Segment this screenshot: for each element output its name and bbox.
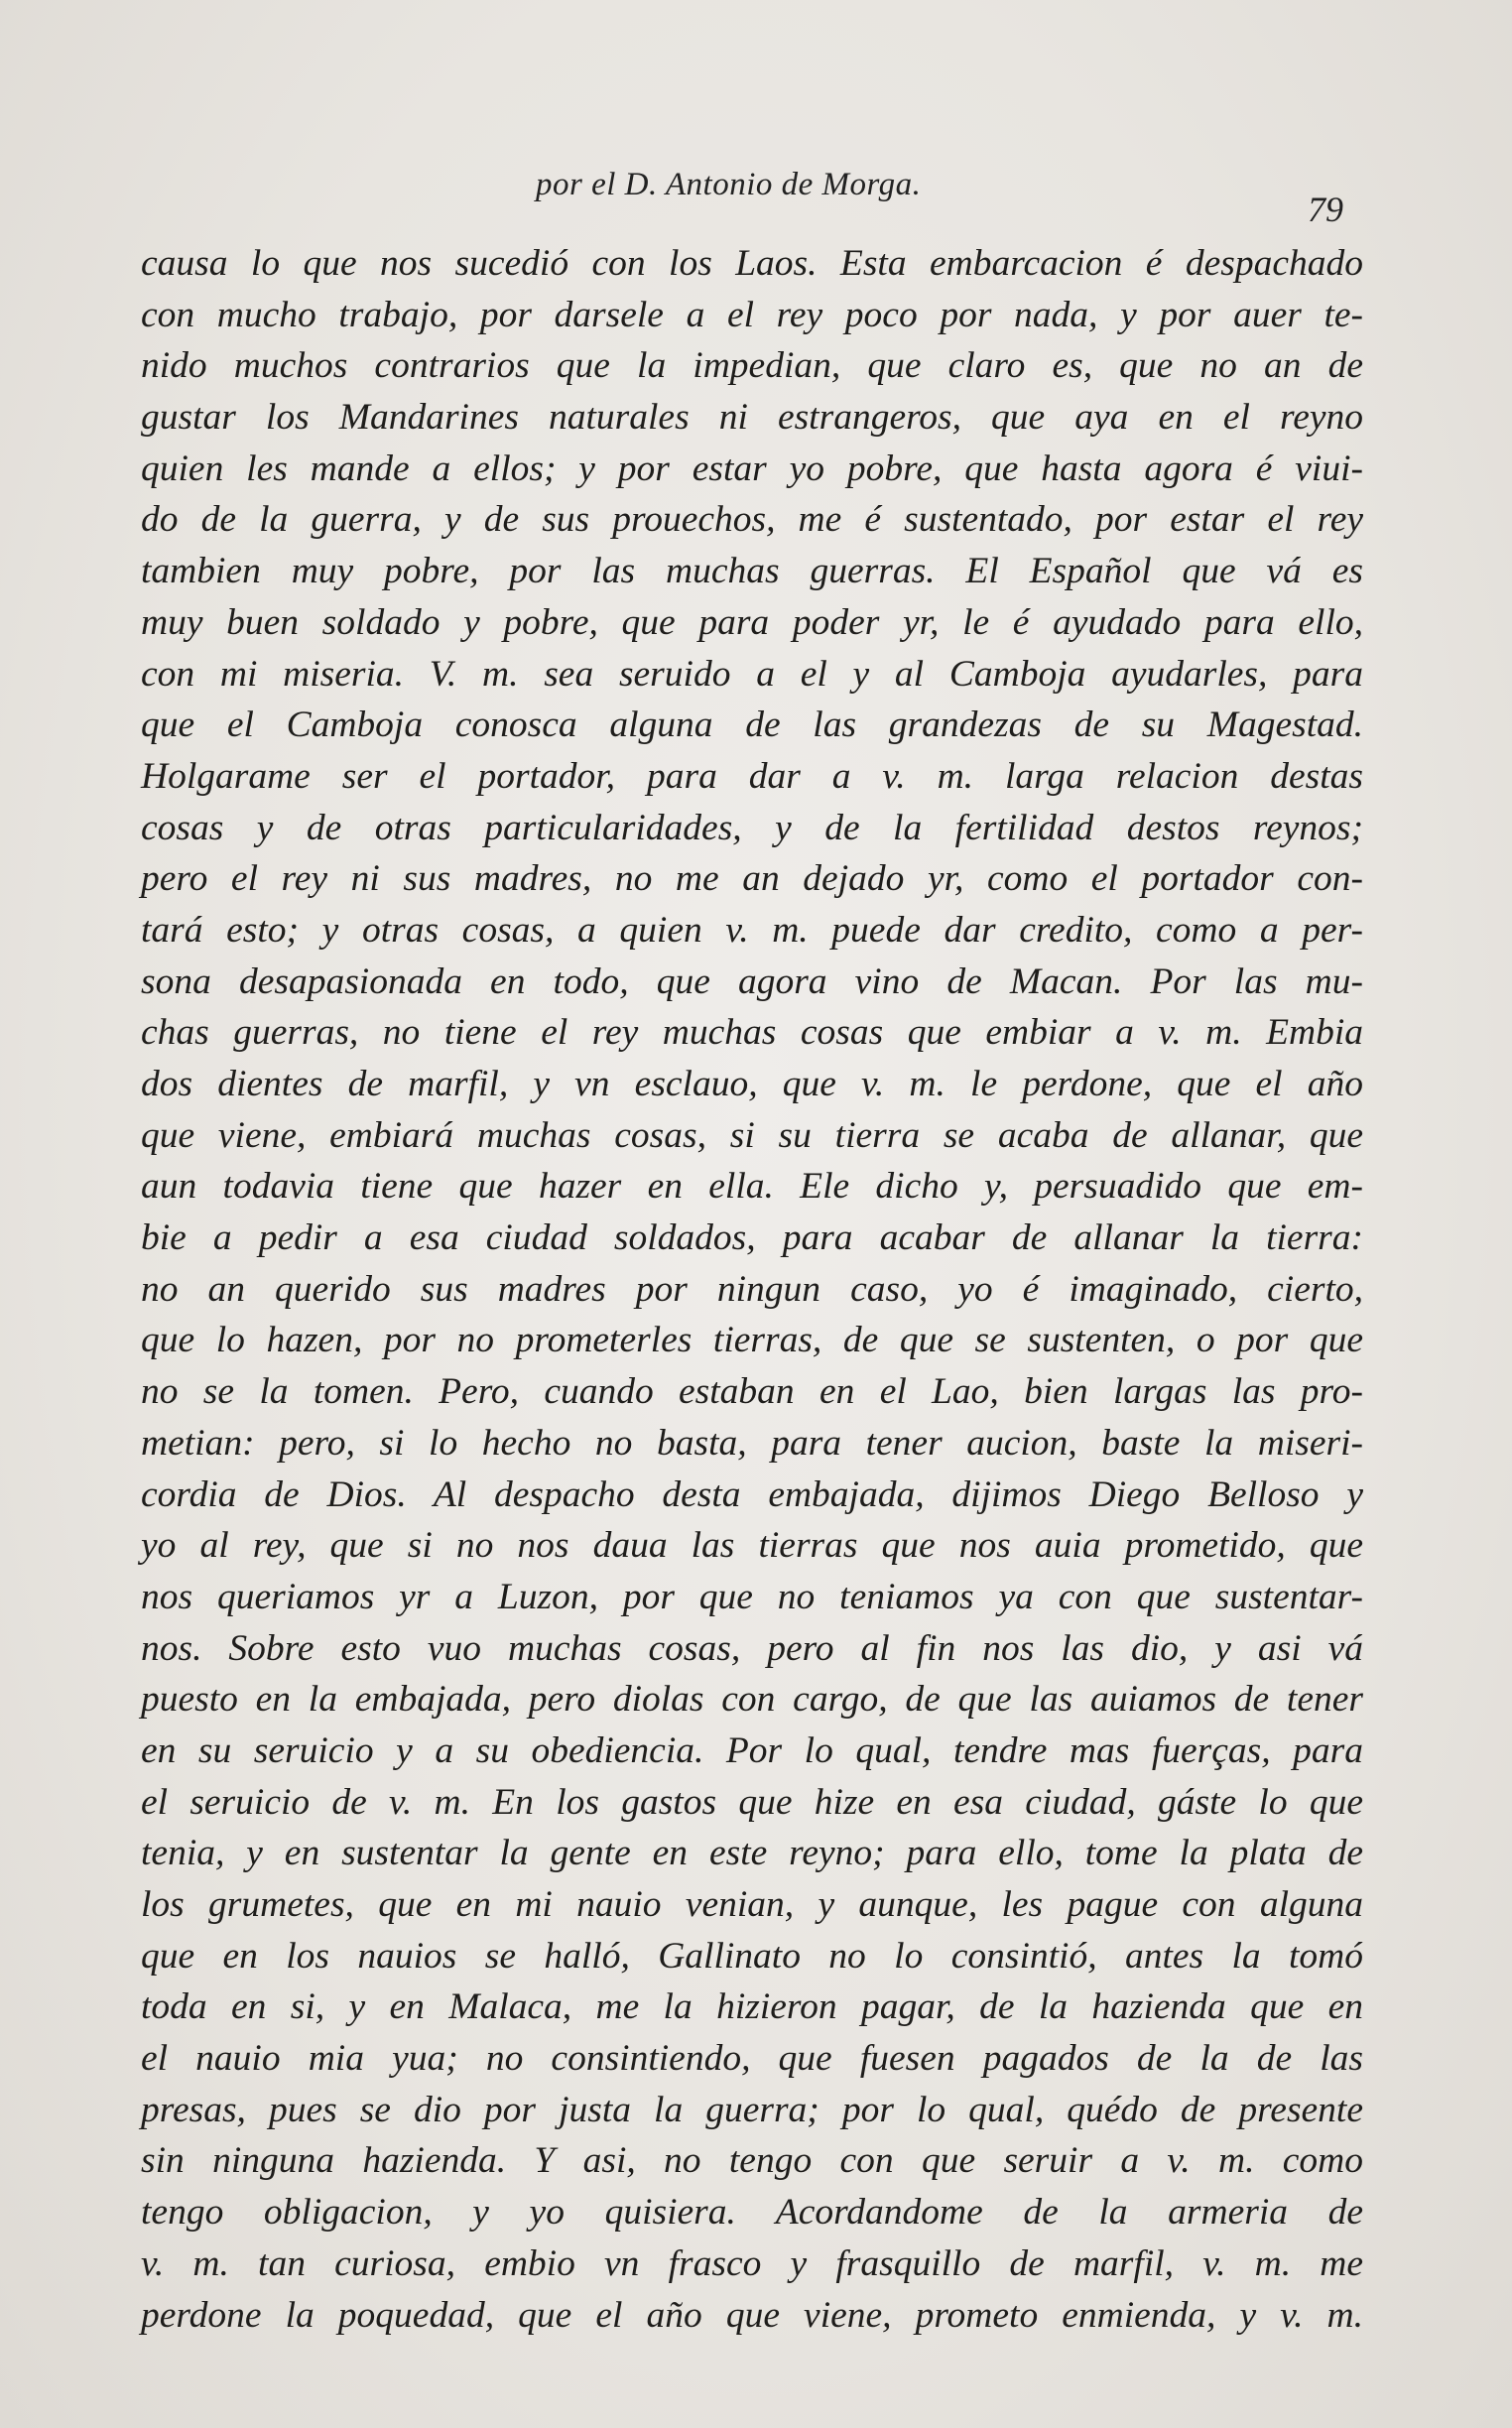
- text-line: tará esto; y otras cosas, a quien v. m. puede dar credito, como a per-: [141, 909, 1363, 951]
- running-head: por el D. Antonio de Morga.: [536, 167, 922, 202]
- text-line: perdone la poquedad, que el año que viene, prometo enmienda, y v. m.: [141, 2294, 1363, 2336]
- text-line: que en los nauios se halló, Gallinato no lo consintió, antes la tomó: [141, 1935, 1363, 1977]
- text-line: v. m. tan curiosa, embio vn frasco y frasquillo de marfil, v. m. me: [141, 2242, 1363, 2284]
- text-line: que el Camboja conosca alguna de las grandezas de su Magestad.: [141, 704, 1363, 746]
- text-line: bie a pedir a esa ciudad soldados, para acabar de allanar la tierra:: [141, 1217, 1363, 1259]
- text-line: con mucho trabajo, por darsele a el rey poco por nada, y por auer te-: [141, 294, 1363, 335]
- text-line: sona desapasionada en todo, que agora vino de Macan. Por las mu-: [141, 960, 1363, 1002]
- text-line: muy buen soldado y pobre, que para poder yr, le é ayudado para ello,: [141, 601, 1363, 643]
- text-line: sin ninguna hazienda. Y asi, no tengo con que seruir a v. m. como: [141, 2140, 1363, 2182]
- text-line: cordia de Dios. Al despacho desta embajada, dijimos Diego Belloso y: [141, 1473, 1363, 1515]
- text-line: nos queriamos yr a Luzon, por que no teniamos ya con que sustentar-: [141, 1576, 1363, 1617]
- text-line: chas guerras, no tiene el rey muchas cosas que embiar a v. m. Embia: [141, 1012, 1363, 1054]
- text-line: aun todavia tiene que hazer en ella. Ele dicho y, persuadido que em-: [141, 1166, 1363, 1208]
- text-line: nos. Sobre esto vuo muchas cosas, pero al fin nos las dio, y asi vá: [141, 1627, 1363, 1669]
- text-line: tenia, y en sustentar la gente en este reyno; para ello, tome la plata de: [141, 1833, 1363, 1874]
- text-line: no se la tomen. Pero, cuando estaban en el Lao, bien largas las pro-: [141, 1371, 1363, 1413]
- text-line: puesto en la embajada, pero diolas con cargo, de que las auiamos de tener: [141, 1679, 1363, 1721]
- text-line: yo al rey, que si no nos daua las tierras que nos auia prometido, que: [141, 1525, 1363, 1567]
- text-line: causa lo que nos sucedió con los Laos. Esta embarcacion é despachado: [141, 243, 1363, 284]
- text-line: pero el rey ni sus madres, no me an dejado yr, como el portador con-: [141, 858, 1363, 900]
- text-line: toda en si, y en Malaca, me la hizieron pagar, de la hazienda que en: [141, 1986, 1363, 2028]
- body-text: [141, 238, 1363, 2341]
- text-line: nido muchos contrarios que la impedian, que claro es, que no an de: [141, 345, 1363, 387]
- text-line: tambien muy pobre, por las muchas guerras. El Español que vá es: [141, 551, 1363, 592]
- text-line: presas, pues se dio por justa la guerra; por lo qual, quédo de presente: [141, 2089, 1363, 2130]
- text-line: gustar los Mandarines naturales ni estrangeros, que aya en el reyno: [141, 397, 1363, 439]
- text-line: en su seruicio y a su obediencia. Por lo qual, tendre mas fuerças, para: [141, 1729, 1363, 1771]
- text-line: el nauio mia yua; no consintiendo, que fuesen pagados de la de las: [141, 2038, 1363, 2080]
- text-line: los grumetes, que en mi nauio venian, y aunque, les pague con alguna: [141, 1884, 1363, 1925]
- text-line: que lo hazen, por no prometerles tierras, de que se sustenten, o por que: [141, 1320, 1363, 1361]
- text-line: con mi miseria. V. m. sea seruido a el y al Camboja ayudarles, para: [141, 653, 1363, 695]
- text-line: dos dientes de marfil, y vn esclauo, que v. m. le perdone, que el año: [141, 1064, 1363, 1104]
- text-line: cosas y de otras particularidades, y de la fertilidad destos reynos;: [141, 807, 1363, 848]
- text-line: metian: pero, si lo hecho no basta, para tener aucion, baste la miseri-: [141, 1422, 1363, 1464]
- text-line: tengo obligacion, y yo quisiera. Acordandome de la armeria de: [141, 2192, 1363, 2234]
- page-number: 79: [1308, 190, 1343, 229]
- text-line: no an querido sus madres por ningun caso, yo é imaginado, cierto,: [141, 1268, 1363, 1310]
- text-line: que viene, embiará muchas cosas, si su tierra se acaba de allanar, que: [141, 1114, 1363, 1156]
- text-line: Holgarame ser el portador, para dar a v. m. larga relacion destas: [141, 755, 1363, 797]
- text-line: quien les mande a ellos; y por estar yo pobre, que hasta agora é viui-: [141, 447, 1363, 489]
- text-line: el seruicio de v. m. En los gastos que hize en esa ciudad, gáste lo que: [141, 1781, 1363, 1823]
- text-line: do de la guerra, y de sus prouechos, me é sustentado, por estar el rey: [141, 499, 1363, 541]
